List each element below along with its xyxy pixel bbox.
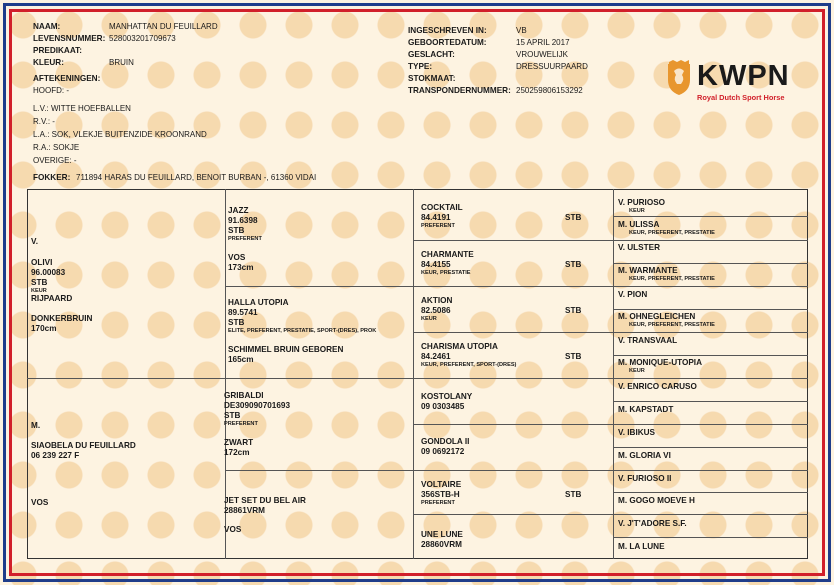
fokker-label: FOKKER: — [33, 173, 71, 182]
levensnummer-label: LEVENSNUMMER: — [33, 34, 106, 43]
g2-stb: STB — [565, 260, 582, 269]
ss-name: JAZZ — [228, 206, 249, 215]
dam-color: VOS — [31, 498, 49, 507]
gen4-name: M. LA LUNE — [618, 542, 665, 551]
dam-number: 06 239 227 F — [31, 451, 80, 460]
sire-type: RIJPAARD — [31, 294, 73, 303]
rv-value: R.V.: - — [33, 117, 55, 126]
grid-line — [613, 492, 808, 493]
grid-line — [613, 216, 808, 217]
sire-stb: STB — [31, 278, 48, 287]
ra-value: R.A.: SOKJE — [33, 143, 80, 152]
grid-line — [613, 401, 808, 402]
ds-color: ZWART — [224, 438, 254, 447]
gen4-name: M. GOGO MOEVE H — [618, 496, 695, 505]
gen4-predicate: KEUR, PREFERENT, PRESTATIE — [629, 322, 715, 328]
g3-stb: STB — [565, 306, 582, 315]
overige-value: OVERIGE: - — [33, 156, 77, 165]
grid-line — [413, 424, 808, 425]
la-value: L.A.: SOK, VLEKJE BUITENZIDE KROONRAND — [33, 130, 207, 139]
ss-height: 173cm — [228, 263, 254, 272]
gen4-name: V. FURIOSO II — [618, 474, 672, 483]
g2-name: CHARMANTE — [421, 250, 474, 259]
geslacht-value: VROUWELIJK — [516, 50, 569, 59]
type-label: TYPE: — [408, 62, 433, 71]
g1-name: COCKTAIL — [421, 203, 463, 212]
sd-stb: STB — [228, 318, 245, 327]
ingeschreven-value: VB — [516, 26, 527, 35]
g4-name: CHARISMA UTOPIA — [421, 342, 498, 351]
grid-line — [225, 286, 808, 287]
aftekeningen-label: AFTEKENINGEN: — [33, 74, 101, 83]
fokker-value: 711894 HARAS DU FEUILLARD, BENOIT BURBAN -, 61360 VIDAI — [76, 173, 317, 182]
g3-name: AKTION — [421, 296, 453, 305]
ds-name: GRIBALDI — [224, 391, 264, 400]
naam-label: NAAM: — [33, 22, 61, 31]
g5-number: 09 0303485 — [421, 402, 465, 411]
transponder-value: 250259806153292 — [516, 86, 583, 95]
kleur-value: BRUIN — [109, 58, 134, 67]
gen4-name: V. ULSTER — [618, 243, 661, 252]
g3-predicate: KEUR — [421, 316, 437, 322]
gen4-name: V. TRANSVAAL — [618, 336, 678, 345]
logo-tagline: Royal Dutch Sport Horse — [697, 93, 785, 102]
sd-name: HALLA UTOPIA — [228, 298, 289, 307]
gen4-name: V. ENRICO CARUSO — [618, 382, 697, 391]
g4-predicate: KEUR, PREFERENT, SPORT-(DRES) — [421, 362, 517, 368]
lv-value: L.V.: WITTE HOEFBALLEN — [33, 104, 131, 113]
grid-line — [613, 355, 808, 356]
ss-color: VOS — [228, 253, 246, 262]
hoofd-value: HOOFD: - — [33, 86, 69, 95]
dd-name: JET SET DU BEL AIR — [224, 496, 306, 505]
g6-name: GONDOLA II — [421, 437, 470, 446]
g1-predicate: PREFERENT — [421, 223, 455, 229]
gen4-name: M. WARMANTE — [618, 266, 678, 275]
gen4-predicate: KEUR — [629, 208, 645, 214]
geboortedatum-label: GEBOORTEDATUM: — [408, 38, 487, 47]
ss-predicate: PREFERENT — [228, 236, 262, 242]
ingeschreven-label: INGESCHREVEN IN: — [408, 26, 487, 35]
gen4-predicate: KEUR, PREFERENT, PRESTATIE — [629, 276, 715, 282]
ss-stb: STB — [228, 226, 245, 235]
sire-name: OLIVI — [31, 258, 53, 267]
lion-crest-icon — [665, 60, 693, 96]
gen4-name: V. IBIKUS — [618, 428, 656, 437]
gen4-name: M. MONIQUE-UTOPIA — [618, 358, 702, 367]
g7-stb: STB — [565, 490, 582, 499]
sire-color: DONKERBRUIN — [31, 314, 93, 323]
gen4-name: V. PURIOSO — [618, 198, 666, 207]
g7-number: 356STB-H — [421, 490, 460, 499]
kwpn-logo — [665, 58, 805, 106]
geboortedatum-value: 15 APRIL 2017 — [516, 38, 570, 47]
grid-line — [27, 378, 808, 379]
gen4-predicate: KEUR, PREFERENT, PRESTATIE — [629, 230, 715, 236]
gen4-name: V. J'T'ADORE S.F. — [618, 519, 687, 528]
ds-height: 172cm — [224, 448, 250, 457]
sire-predicate: KEUR — [31, 288, 47, 294]
geslacht-label: GESLACHT: — [408, 50, 455, 59]
gen4-name: M. OHNEGLEICHEN — [618, 312, 696, 321]
gen4-name: M. ULISSA — [618, 220, 660, 229]
stokmaat-label: STOKMAAT: — [408, 74, 456, 83]
g1-number: 84.4191 — [421, 213, 451, 222]
g7-predicate: PREFERENT — [421, 500, 455, 506]
dd-color: VOS — [224, 525, 242, 534]
ss-number: 91.6398 — [228, 216, 258, 225]
sd-number: 89.5741 — [228, 308, 258, 317]
sd-height: 165cm — [228, 355, 254, 364]
grid-line — [413, 332, 808, 333]
sd-predicate: ELITE, PREFERENT, PRESTATIE, SPORT-(DRES), PROK — [228, 328, 377, 334]
dd-number: 28861VRM — [224, 506, 265, 515]
g7-name: VOLTAIRE — [421, 480, 462, 489]
logo-wordmark: KWPN — [697, 60, 790, 92]
g3-number: 82.5086 — [421, 306, 451, 315]
grid-line — [225, 470, 808, 471]
levensnummer-value: 528003201709673 — [109, 34, 176, 43]
gen4-name: M. KAPSTADT — [618, 405, 674, 414]
sire-height: 170cm — [31, 324, 57, 333]
predikaat-label: PREDIKAAT: — [33, 46, 82, 55]
g8-name: UNE LUNE — [421, 530, 463, 539]
grid-line — [413, 240, 808, 241]
g5-name: KOSTOLANY — [421, 392, 473, 401]
sire-number: 96.00083 — [31, 268, 66, 277]
grid-line — [613, 447, 808, 448]
grid-line — [413, 514, 808, 515]
g1-stb: STB — [565, 213, 582, 222]
ds-number: DE309090701693 — [224, 401, 291, 410]
dam-name: SIAOBELA DU FEUILLARD — [31, 441, 136, 450]
dam-prefix: M. — [31, 421, 41, 430]
naam-value: MANHATTAN DU FEUILLARD — [109, 22, 218, 31]
transponder-label: TRANSPONDERNUMMER: — [408, 86, 511, 95]
ds-predicate: PREFERENT — [224, 421, 258, 427]
gen4-predicate: KEUR — [629, 368, 645, 374]
grid-line — [413, 189, 414, 559]
g4-number: 84.2461 — [421, 352, 451, 361]
g8-number: 28860VRM — [421, 540, 462, 549]
g4-stb: STB — [565, 352, 582, 361]
type-value: DRESSUURPAARD — [516, 62, 588, 71]
gen4-name: M. GLORIA VI — [618, 451, 671, 460]
kleur-label: KLEUR: — [33, 58, 64, 67]
g2-predicate: KEUR, PRESTATIE — [421, 270, 471, 276]
g6-number: 09 0692172 — [421, 447, 465, 456]
sire-prefix: V. — [31, 237, 38, 246]
grid-line — [613, 263, 808, 264]
gen4-name: V. PION — [618, 290, 648, 299]
grid-line — [613, 309, 808, 310]
grid-line — [613, 537, 808, 538]
sd-color: SCHIMMEL BRUIN GEBOREN — [228, 345, 344, 354]
grid-line — [613, 189, 614, 559]
ds-stb: STB — [224, 411, 241, 420]
g2-number: 84.4155 — [421, 260, 451, 269]
